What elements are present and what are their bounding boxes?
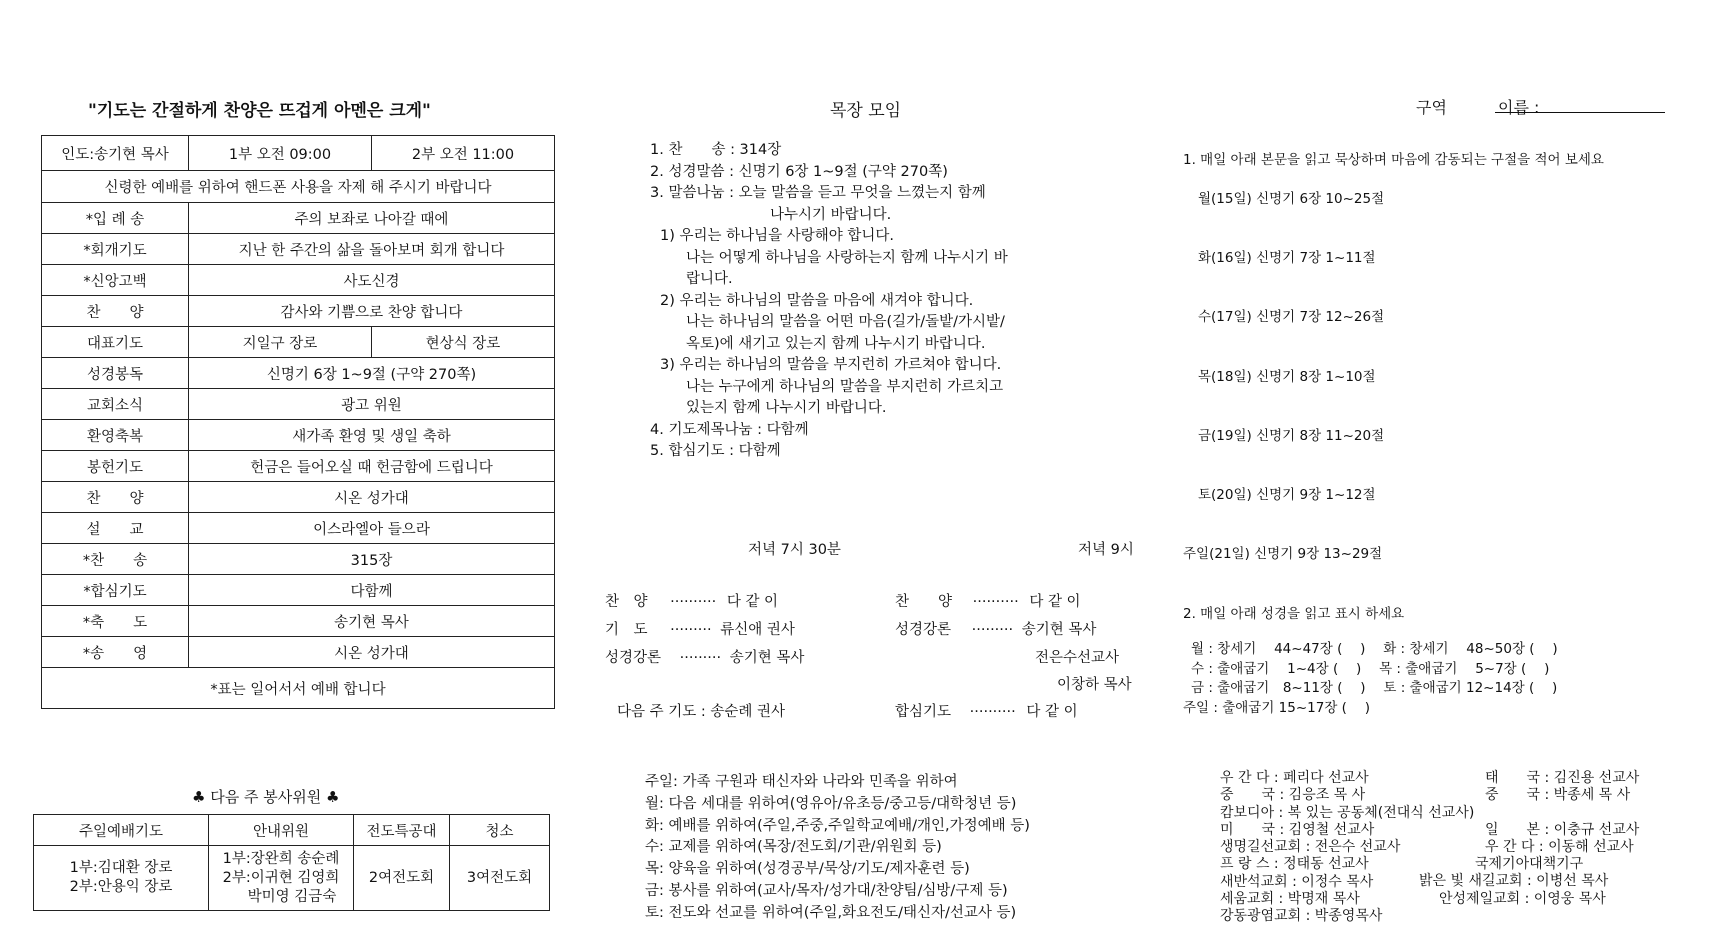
missionary-line: 중 국 : 박종세 목 사 [1485, 787, 1631, 804]
motto: "기도는 간절하게 찬양은 뜨겁게 아멘은 크게" [88, 101, 431, 121]
usher-line: 박미영 김금숙 [247, 888, 337, 905]
daily-reading: 토(20일) 신명기 9장 1~12절 [1198, 487, 1376, 503]
row-label: *합심기도 [42, 575, 189, 606]
col-header: 청소 [450, 815, 550, 846]
daily-reading: 화(16일) 신명기 7장 1~11절 [1198, 250, 1376, 266]
row-label: *입 례 송 [42, 203, 189, 234]
table-row [42, 637, 555, 668]
program-line: 5. 합심기도 : 다함께 [650, 443, 781, 459]
program-line: 3) 우리는 하나님의 말씀을 부지런히 가르쳐야 합니다. [660, 357, 1002, 373]
prayer-line: 2부:안용익 장로 [69, 879, 173, 895]
row-label: 성경봉독 [42, 358, 189, 389]
cleaning-cell: 3여전도회 [450, 846, 550, 911]
row-label: *찬 송 [42, 544, 189, 575]
row-value: 주의 보좌로 나아갈 때에 [189, 203, 555, 234]
service2-cell: 2부 오전 11:00 [372, 136, 555, 171]
row-label: *신앙고백 [42, 265, 189, 296]
evening-value: 류신애 권사 [720, 622, 795, 638]
checklist-line: 월 : 창세기 44~47장 ( ) 화 : 창세기 48~50장 ( ) [1191, 641, 1558, 657]
row-value: 광고 위원 [189, 389, 555, 420]
row-value: 시온 성가대 [189, 637, 555, 668]
evangelism-cell: 2여전도회 [354, 846, 450, 911]
evening-value: 다 같 이 [1029, 594, 1081, 610]
usher-line: 2부:이귀현 김영희 [222, 869, 340, 886]
prayer-topic: 월: 다음 세대를 위하여(영유아/유초등/중고등/대학청년 등) [645, 795, 1017, 812]
table-row [42, 136, 555, 171]
missionary-line: 세움교회 : 박명재 목사 [1220, 891, 1360, 908]
table-row [42, 171, 555, 203]
program-line: 1. 찬 송 : 314장 [650, 142, 782, 158]
usher-line: 1부:장완희 송순례 [222, 850, 340, 867]
program-line: 있는지 함께 나누시기 바랍니다. [686, 400, 887, 416]
prayer-topic: 주일: 가족 구원과 태신자와 나라와 민족을 위하여 [645, 774, 958, 790]
leader-cell: 인도:송기현 목사 [42, 136, 189, 171]
checklist-line: 주일 : 출애굽기 15~17장 ( ) [1183, 699, 1370, 716]
evening-label: 찬 양 [895, 594, 953, 610]
checklist-line: 금 : 출애굽기 8~11장 ( ) 토 : 출애굽기 12~14장 ( ) [1191, 680, 1558, 696]
program-line: 나는 하나님의 말씀을 어떤 마음(길가/돌밭/가시밭/ [686, 314, 1005, 330]
evening-dots: ·········· [972, 594, 1019, 610]
evening-right-row [895, 590, 1081, 611]
row-value: 사도신경 [189, 265, 555, 296]
table-row [42, 389, 555, 420]
table-row [34, 846, 550, 911]
program-line: 나는 누구에게 하나님의 말씀을 부지런히 가르치고 [686, 378, 1004, 395]
row-value: 315장 [189, 544, 555, 575]
standing-note: *표는 일어서서 예배 합니다 [42, 668, 555, 709]
volunteers-table [33, 814, 550, 911]
row-label: 봉헌기도 [42, 451, 189, 482]
evening-label: 찬 양 [605, 594, 648, 610]
row-value: 헌금은 들어오실 때 헌금함에 드립니다 [189, 451, 555, 482]
missionary-line: 미 국 : 김영철 선교사 [1220, 821, 1375, 838]
row-label: 찬 양 [42, 296, 189, 327]
evening-dots: ········· [971, 622, 1014, 638]
table-row [42, 203, 555, 234]
row-label: 찬 양 [42, 482, 189, 513]
worship-order-table [41, 135, 555, 709]
missionary-line [1475, 805, 1639, 822]
prayer-cell [34, 846, 209, 911]
evening-time-2: 저녁 9시 [1078, 542, 1134, 558]
row-label: *회개기도 [42, 234, 189, 265]
missionaries-left [1220, 770, 1474, 926]
evening-value: 송기현 목사 [729, 650, 805, 666]
reading-checklist [1183, 640, 1558, 718]
reading-instruction-1: 1. 매일 아래 본문을 읽고 묵상하며 마음에 감동되는 구절을 적어 보세요 [1183, 152, 1604, 168]
evening-value: 송기현 목사 [1021, 622, 1097, 638]
prayer-topic: 수: 교제를 위하여(목장/전도회/기관/위원회 등) [645, 839, 942, 856]
row-value: 신명기 6장 1~9절 (구약 270쪽) [189, 358, 555, 389]
row-label: *송 영 [42, 637, 189, 668]
col-header: 안내위원 [209, 815, 354, 846]
table-row [42, 606, 555, 637]
program-line: 1) 우리는 하나님을 사랑해야 합니다. [660, 228, 895, 244]
evening-extra: 이창하 목사 [1057, 677, 1132, 693]
daily-reading: 월(15일) 신명기 6장 10~25절 [1198, 191, 1385, 207]
table-row [42, 420, 555, 451]
missionary-line: 강동광염교회 : 박종영목사 [1220, 908, 1383, 925]
evening-label: 기 도 [605, 622, 648, 638]
row-label: 설 교 [42, 513, 189, 544]
evening-label: 성경강론 [895, 622, 952, 638]
row-value: 이스라엘아 들으라 [189, 513, 555, 544]
evening-time-1: 저녁 7시 30분 [748, 542, 841, 558]
row-label: 대표기도 [42, 327, 189, 358]
program-line: 2. 성경말씀 : 신명기 6장 1~9절 (구약 270쪽) [650, 163, 948, 180]
table-row [42, 234, 555, 265]
table-row [42, 575, 555, 606]
col-header: 주일예배기도 [34, 815, 209, 846]
daily-reading: 목(18일) 신명기 8장 1~10절 [1198, 369, 1376, 385]
notice-cell: 신령한 예배를 위하여 핸드폰 사용을 자제 해 주시기 바랍니다 [42, 171, 555, 203]
row-value: 지난 한 주간의 삶을 돌아보며 회개 합니다 [189, 234, 555, 265]
missionary-line: 우 간 다 : 이동해 선교사 [1485, 838, 1634, 855]
name-label: 이름 : [1498, 98, 1540, 117]
col-header: 전도특공대 [354, 815, 450, 846]
row-value: 송기현 목사 [189, 606, 555, 637]
daily-reading: 수(17일) 신명기 7장 12~26절 [1198, 309, 1385, 325]
unison-prayer-row [895, 700, 1078, 721]
service1-cell: 1부 오전 09:00 [189, 136, 372, 171]
missionary-line: 우 간 다 : 페리다 선교사 [1220, 770, 1369, 786]
program-line: 나누시기 바랍니다. [770, 206, 892, 223]
missionary-line: 생명길선교회 : 전은수 선교사 [1220, 839, 1401, 856]
missionary-line: 프 랑 스 : 정태동 선교사 [1220, 856, 1369, 873]
program-line: 랍니다. [686, 271, 733, 287]
program-line: 나는 어떻게 하나님을 사랑하는지 함께 나누시기 바 [686, 249, 1008, 266]
evening-label: 합심기도 [895, 704, 952, 720]
evening-value: 다 같 이 [726, 594, 779, 610]
evening-extra: 전은수선교사 [1035, 650, 1120, 666]
table-row [42, 544, 555, 575]
volunteers-title: ♣ 다음 주 봉사위원 ♣ [192, 788, 340, 806]
row-value: 시온 성가대 [189, 482, 555, 513]
evening-left-row [605, 618, 795, 639]
missionary-line: 국제기아대책기구 [1475, 856, 1584, 873]
missionary-line: 일 본 : 이충규 선교사 [1485, 821, 1640, 838]
prayer-topic: 목: 양육을 위하여(성경공부/묵상/기도/제자훈련 등) [645, 861, 970, 878]
missionary-line: 안성제일교회 : 이영웅 목사 [1439, 890, 1606, 907]
row-value: 감사와 기쁨으로 찬양 합니다 [189, 296, 555, 327]
evening-dots: ·········· [969, 704, 1016, 720]
missionaries-right [1419, 770, 1640, 908]
row-value: 다함께 [189, 575, 555, 606]
checklist-line: 수 : 출애굽기 1~4장 ( ) 목 : 출애굽기 5~7장 ( ) [1191, 660, 1550, 677]
missionary-line: 밝은 빛 새길교회 : 이병선 목사 [1419, 873, 1609, 890]
evening-dots: ········· [679, 650, 722, 666]
prayer-line: 1부:김대환 장로 [69, 860, 173, 876]
evening-left-row [605, 590, 778, 611]
prayer-topic: 화: 예배를 위하여(주일,주중,주일학교예배/개인,가정예배 등) [645, 817, 1030, 834]
next-prayer: 다음 주 기도 : 송순례 권사 [617, 704, 786, 720]
program-line: 옥토)에 새기고 있는지 함께 나누시기 바랍니다. [686, 335, 986, 352]
evening-left-row [605, 646, 804, 667]
program-line: 2) 우리는 하나님의 말씀을 마음에 새겨야 합니다. [660, 292, 974, 309]
prayer-topic: 금: 봉사를 위하여(교사/목자/성가대/찬양팀/심방/구제 등) [645, 882, 1008, 899]
row-label: 교회소식 [42, 389, 189, 420]
prayer-topic: 토: 전도와 선교를 위하여(주일,화요전도/태신자/선교사 등) [645, 904, 1017, 921]
meeting-title: 목장 모임 [830, 101, 902, 121]
evening-label: 성경강론 [605, 650, 662, 666]
table-row [42, 358, 555, 389]
table-row [42, 451, 555, 482]
table-row [34, 815, 550, 846]
ushers-cell [209, 846, 354, 911]
row-label: 환영축복 [42, 420, 189, 451]
table-row [42, 296, 555, 327]
missionary-line: 캄보디아 : 복 있는 공동체(전대식 선교사) [1220, 804, 1475, 821]
program-line: 3. 말씀나눔 : 오늘 말씀을 듣고 무엇을 느꼈는지 함께 [650, 185, 986, 201]
program-line: 4. 기도제목나눔 : 다함께 [650, 421, 809, 438]
evening-dots: ········· [670, 622, 712, 638]
evening-value: 다 같 이 [1026, 704, 1078, 720]
district-label: 구역 [1416, 98, 1447, 117]
evening-dots: ·········· [670, 594, 717, 610]
table-row [42, 265, 555, 296]
name-underline [1495, 112, 1665, 113]
row-label: *축 도 [42, 606, 189, 637]
table-row [42, 668, 555, 709]
missionary-line: 중 국 : 김응조 목 사 [1220, 787, 1366, 804]
cell-meeting-program [650, 140, 1008, 463]
table-row [42, 482, 555, 513]
row-value: 새가족 환영 및 생일 축하 [189, 420, 555, 451]
missionary-line: 태 국 : 김진용 선교사 [1485, 770, 1640, 786]
daily-reading: 주일(21일) 신명기 9장 13~29절 [1183, 546, 1383, 562]
table-row [42, 327, 555, 358]
reading-instruction-2: 2. 매일 아래 성경을 읽고 표시 하세요 [1183, 606, 1405, 622]
row-value-2: 현상식 장로 [372, 327, 555, 358]
row-value: 지일구 장로 [189, 327, 372, 358]
daily-reading: 금(19일) 신명기 8장 11~20절 [1198, 428, 1385, 444]
table-row [42, 513, 555, 544]
evening-right-row [895, 618, 1096, 639]
prayer-topics [645, 772, 1030, 925]
missionary-line: 새반석교회 : 이정수 목사 [1220, 873, 1374, 890]
